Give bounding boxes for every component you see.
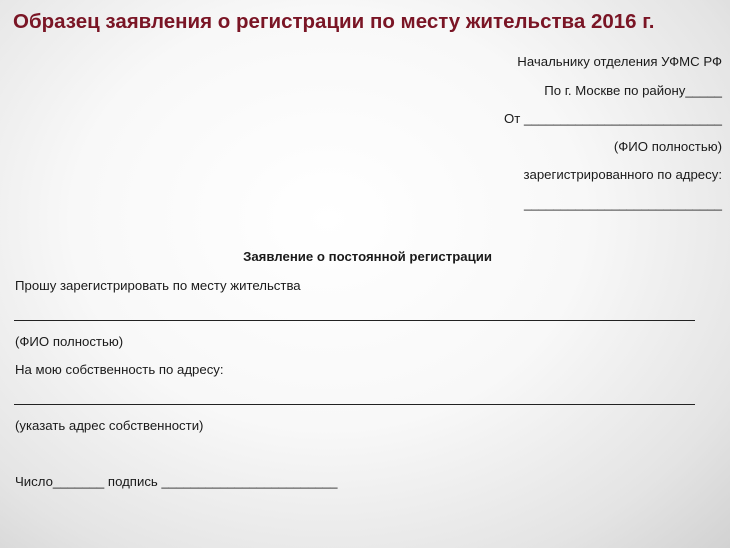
fio-hint: (ФИО полностью) [15,334,124,349]
address-hint: (указать адрес собственности) [15,418,204,433]
addressee-city-district: По г. Москве по району_____ [544,83,722,98]
address-fill-line [14,404,695,405]
addressee-address-line: ___________________________ [523,196,722,211]
application-heading: Заявление о постоянной регистрации [243,249,492,264]
addressee-from: От ___________________________ [504,111,722,126]
addressee-recipient: Начальнику отделения УФМС РФ [517,54,722,69]
ownership-text: На мою собственность по адресу: [15,362,224,377]
addressee-fio-hint: (ФИО полностью) [613,139,722,154]
request-text: Прошу зарегистрировать по месту жительства [15,278,301,293]
page-title: Образец заявления о регистрации по месту жительства 2016 г. [13,10,655,33]
fio-fill-line [14,320,695,321]
date-signature-line: Число_______ подпись ________________________ [15,474,338,489]
addressee-registered-label: зарегистрированного по адресу: [523,167,722,182]
